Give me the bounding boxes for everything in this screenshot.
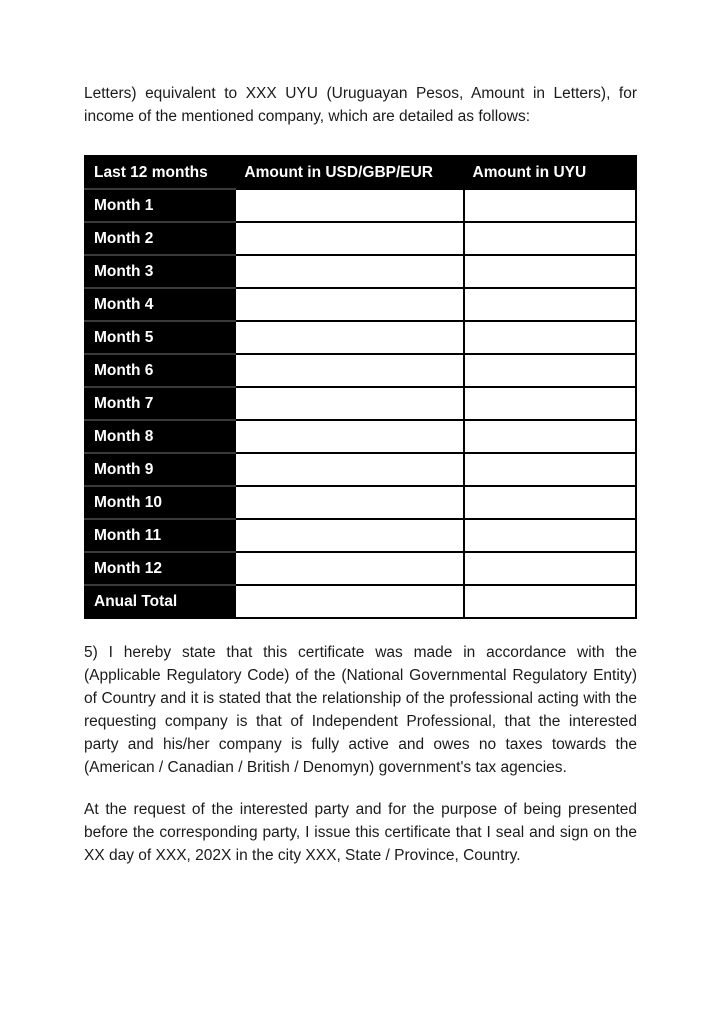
month-10-uyu-cell[interactable] bbox=[464, 486, 636, 519]
row-label-month-8: Month 8 bbox=[85, 420, 235, 453]
month-5-uyu-cell[interactable] bbox=[464, 321, 636, 354]
row-label-month-10: Month 10 bbox=[85, 486, 235, 519]
table-row-month-3 bbox=[85, 255, 636, 288]
table-row-month-12 bbox=[85, 552, 636, 585]
month-1-uyu-cell[interactable] bbox=[464, 189, 636, 222]
table-row-month-2 bbox=[85, 222, 636, 255]
month-8-uyu-cell[interactable] bbox=[464, 420, 636, 453]
table-row-month-1 bbox=[85, 189, 636, 222]
month-2-usd-gbp-eur-cell[interactable] bbox=[235, 222, 463, 255]
month-4-uyu-cell[interactable] bbox=[464, 288, 636, 321]
table-row-month-11 bbox=[85, 519, 636, 552]
page-content bbox=[84, 82, 637, 867]
month-11-uyu-cell[interactable] bbox=[464, 519, 636, 552]
table-row-month-7 bbox=[85, 387, 636, 420]
row-label-month-9: Month 9 bbox=[85, 453, 235, 486]
row-label-month-1: Month 1 bbox=[85, 189, 235, 222]
row-label-month-11: Month 11 bbox=[85, 519, 235, 552]
row-label-month-7: Month 7 bbox=[85, 387, 235, 420]
month-7-usd-gbp-eur-cell[interactable] bbox=[235, 387, 463, 420]
month-12-usd-gbp-eur-cell[interactable] bbox=[235, 552, 463, 585]
row-label-anual-total: Anual Total bbox=[85, 585, 235, 618]
row-label-month-3: Month 3 bbox=[85, 255, 235, 288]
month-12-uyu-cell[interactable] bbox=[464, 552, 636, 585]
month-9-usd-gbp-eur-cell[interactable] bbox=[235, 453, 463, 486]
month-6-usd-gbp-eur-cell[interactable] bbox=[235, 354, 463, 387]
row-label-month-4: Month 4 bbox=[85, 288, 235, 321]
month-3-uyu-cell[interactable] bbox=[464, 255, 636, 288]
month-9-uyu-cell[interactable] bbox=[464, 453, 636, 486]
anual-total-usd-gbp-eur-cell[interactable] bbox=[235, 585, 463, 618]
col-header-last-12-months: Last 12 months bbox=[85, 156, 235, 189]
row-label-month-12: Month 12 bbox=[85, 552, 235, 585]
month-5-usd-gbp-eur-cell[interactable] bbox=[235, 321, 463, 354]
month-3-usd-gbp-eur-cell[interactable] bbox=[235, 255, 463, 288]
month-2-uyu-cell[interactable] bbox=[464, 222, 636, 255]
table-row-anual-total bbox=[85, 585, 636, 618]
row-label-month-5: Month 5 bbox=[85, 321, 235, 354]
month-4-usd-gbp-eur-cell[interactable] bbox=[235, 288, 463, 321]
clause-5-paragraph: 5) I hereby state that this certificate was made in accordance with the (Applicable Regulatory Code) of the (National Governmental Regulatory Entity) of Country and it is stated that the relationship of the professional acting with the requesting company is that of Independent Professional, that the interested party and his/her company is fully active and owes no taxes towards the (American / Canadian / British / Denomyn) government's tax agencies. bbox=[84, 644, 637, 776]
col-header-amount-usd-gbp-eur: Amount in USD/GBP/EUR bbox=[235, 156, 463, 189]
month-11-usd-gbp-eur-cell[interactable] bbox=[235, 519, 463, 552]
month-1-usd-gbp-eur-cell[interactable] bbox=[235, 189, 463, 222]
table-header-row bbox=[85, 156, 636, 189]
month-7-uyu-cell[interactable] bbox=[464, 387, 636, 420]
table-row-month-6 bbox=[85, 354, 636, 387]
table-row-month-5 bbox=[85, 321, 636, 354]
month-8-usd-gbp-eur-cell[interactable] bbox=[235, 420, 463, 453]
anual-total-uyu-cell[interactable] bbox=[464, 585, 636, 618]
table-row-month-9 bbox=[85, 453, 636, 486]
table-row-month-8 bbox=[85, 420, 636, 453]
closing-paragraph: At the request of the interested party and for the purpose of being presented before the corresponding party, I issue this certificate that I seal and sign on the XX day of XXX, 202X in the city XXX, State / Province, Country. bbox=[84, 801, 637, 864]
month-6-uyu-cell[interactable] bbox=[464, 354, 636, 387]
col-header-amount-uyu: Amount in UYU bbox=[464, 156, 636, 189]
intro-paragraph: Letters) equivalent to XXX UYU (Uruguayan Pesos, Amount in Letters), for income of the mentioned company, which are detailed as follows: bbox=[84, 85, 637, 125]
table-row-month-4 bbox=[85, 288, 636, 321]
table-row-month-10 bbox=[85, 486, 636, 519]
row-label-month-6: Month 6 bbox=[85, 354, 235, 387]
month-10-usd-gbp-eur-cell[interactable] bbox=[235, 486, 463, 519]
row-label-month-2: Month 2 bbox=[85, 222, 235, 255]
income-table bbox=[84, 155, 637, 619]
